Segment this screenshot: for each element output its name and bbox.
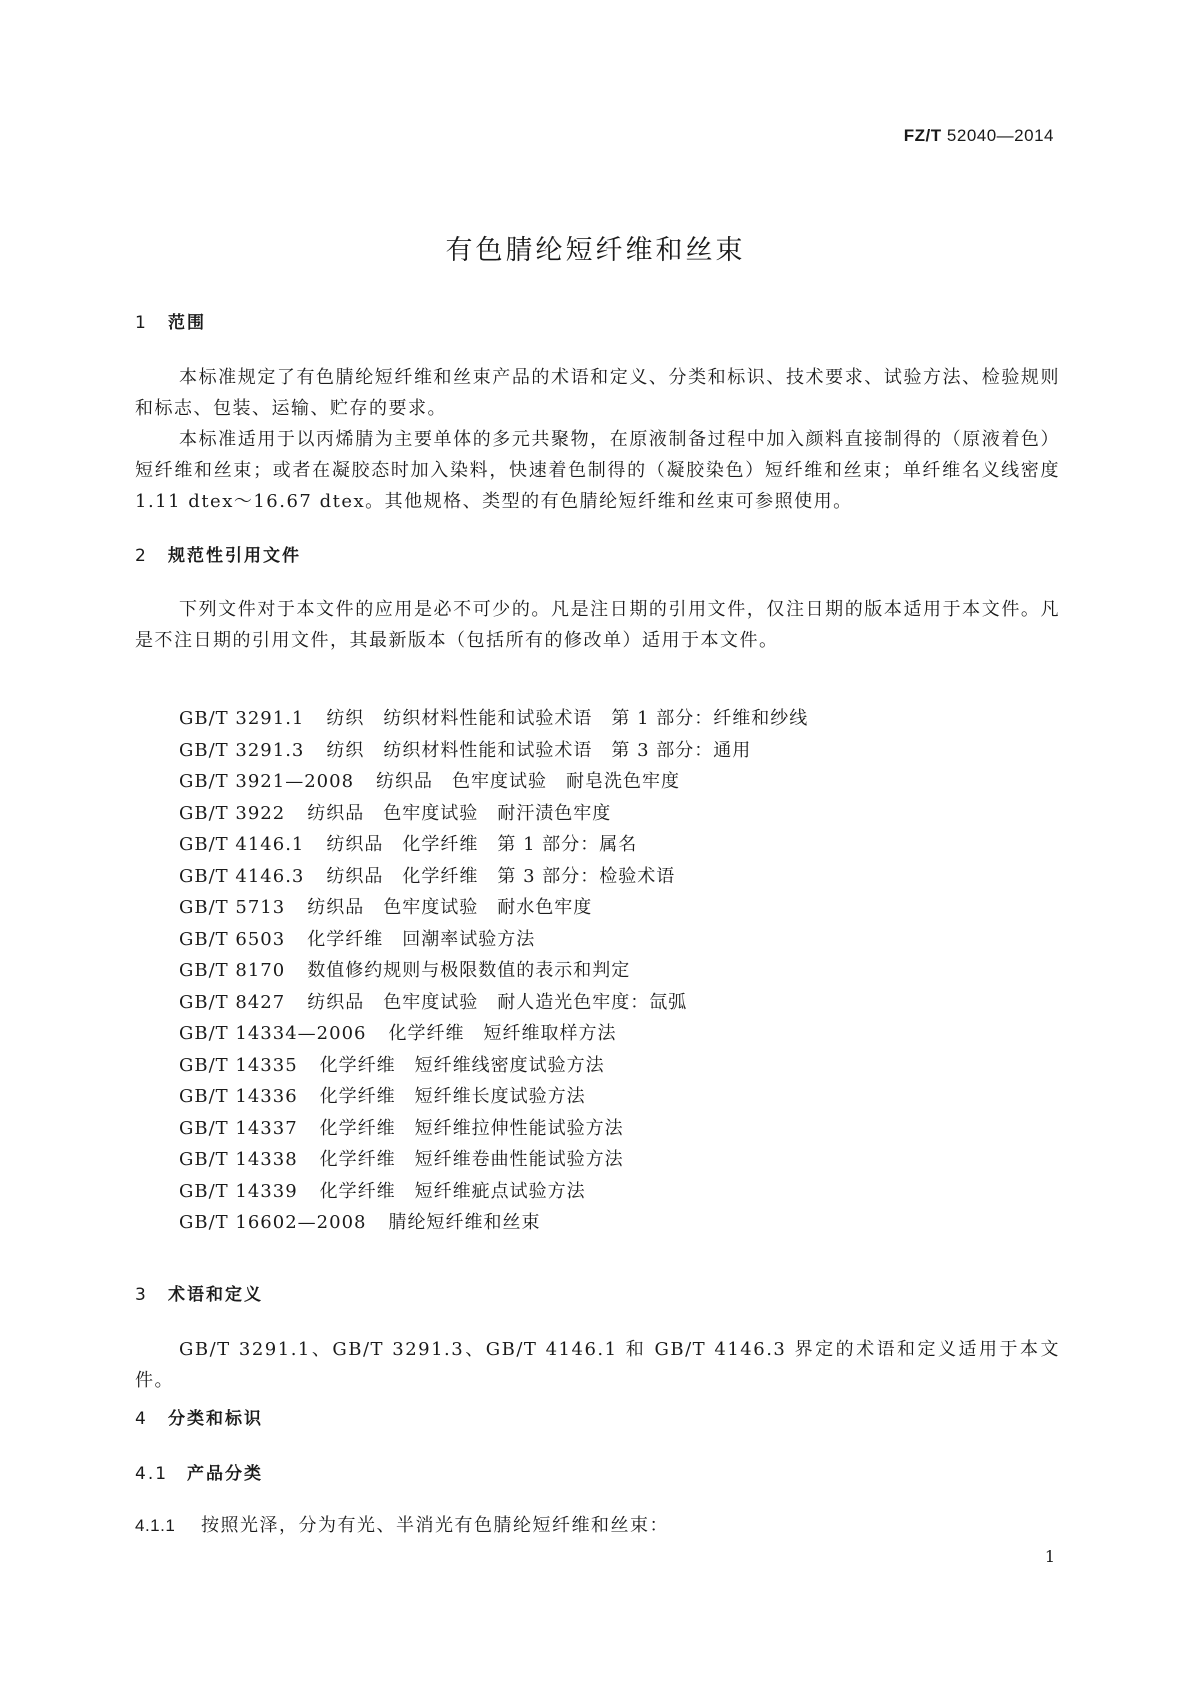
reference-code: GB/T 16602—2008 <box>179 1212 367 1233</box>
reference-item <box>179 924 808 956</box>
reference-code: GB/T 5713 <box>179 897 286 918</box>
section-title: 范围 <box>168 313 206 333</box>
scope-paragraph-1: 本标准规定了有色腈纶短纤维和丝束产品的术语和定义、分类和标识、技术要求、试验方法、检验规则和标志、包装、运输、贮存的要求。 <box>135 367 1060 419</box>
reference-code: GB/T 3291.3 <box>179 739 305 761</box>
reference-item <box>179 1050 808 1082</box>
reference-item <box>179 798 808 830</box>
reference-title: 纺织品 色牢度试验 耐人造光色牢度：氙弧 <box>307 991 688 1013</box>
clause-number: 4.1.1 <box>135 1516 176 1535</box>
reference-code: GB/T 4146.3 <box>179 865 305 887</box>
section-number: 1 <box>135 313 148 333</box>
section-number: 4.1 <box>135 1464 169 1484</box>
page-number: 1 <box>1044 1547 1055 1566</box>
reference-title: 纺织品 化学纤维 第 3 部分：检验术语 <box>326 865 676 887</box>
reference-title: 纺织品 色牢度试验 耐水色牢度 <box>307 897 593 918</box>
reference-code: GB/T 14336 <box>179 1086 298 1107</box>
section-title: 分类和标识 <box>168 1409 263 1429</box>
reference-item <box>179 987 808 1019</box>
reference-code: GB/T 14335 <box>179 1054 298 1076</box>
normative-references-list <box>179 703 808 1239</box>
reference-code: GB/T 14339 <box>179 1180 298 1202</box>
scope-paragraph-2: 本标准适用于以丙烯腈为主要单体的多元共聚物，在原液制备过程中加入颜料直接制得的（原液着色）短纤维和丝束；或者在凝胶态时加入染料，快速着色制得的（凝胶染色）短纤维和丝束；单纤维名义线密度 1.11 dtex～16.67 dtex。其他规格、类型的有色腈纶短纤维和丝束可参照使用。 <box>135 429 1060 512</box>
reference-item <box>179 861 808 893</box>
reference-code: GB/T 3291.1 <box>179 708 305 729</box>
reference-item <box>179 1113 808 1145</box>
reference-title: 化学纤维 短纤维线密度试验方法 <box>319 1054 605 1076</box>
reference-item <box>179 955 808 987</box>
section-4-1-heading <box>135 1459 263 1484</box>
reference-code: GB/T 14334—2006 <box>179 1023 367 1044</box>
reference-item <box>179 829 808 861</box>
reference-title: 化学纤维 回潮率试验方法 <box>307 928 536 950</box>
reference-item <box>179 1081 808 1113</box>
clause-4-1-1 <box>135 1511 669 1537</box>
reference-item <box>179 1144 808 1176</box>
reference-title: 化学纤维 短纤维疵点试验方法 <box>319 1180 586 1202</box>
reference-title: 化学纤维 短纤维取样方法 <box>388 1023 617 1044</box>
reference-title: 化学纤维 短纤维长度试验方法 <box>319 1086 586 1107</box>
section-4-heading <box>135 1404 263 1429</box>
reference-title: 纺织 纺织材料性能和试验术语 第 1 部分：纤维和纱线 <box>326 708 809 729</box>
section-3-heading <box>135 1280 263 1305</box>
reference-code: GB/T 3921—2008 <box>179 771 355 792</box>
reference-code: GB/T 8170 <box>179 960 286 981</box>
reference-title: 腈纶短纤维和丝束 <box>388 1212 541 1233</box>
reference-item <box>179 1207 808 1239</box>
reference-code: GB/T 8427 <box>179 991 286 1013</box>
reference-item <box>179 766 808 798</box>
reference-item <box>179 892 808 924</box>
section-1-heading <box>135 308 206 333</box>
reference-code: GB/T 14338 <box>179 1149 298 1170</box>
reference-title: 数值修约规则与极限数值的表示和判定 <box>307 960 631 981</box>
reference-item <box>179 735 808 767</box>
reference-item <box>179 1018 808 1050</box>
reference-code: GB/T 6503 <box>179 928 286 950</box>
standard-number <box>904 126 1054 146</box>
reference-title: 纺织品 色牢度试验 耐皂洗色牢度 <box>376 771 681 792</box>
reference-title: 化学纤维 短纤维拉伸性能试验方法 <box>319 1117 624 1139</box>
reference-title: 化学纤维 短纤维卷曲性能试验方法 <box>319 1149 624 1170</box>
reference-code: GB/T 4146.1 <box>179 834 305 855</box>
section-title: 规范性引用文件 <box>168 546 301 566</box>
reference-title: 纺织品 化学纤维 第 1 部分：属名 <box>326 834 638 855</box>
reference-code: GB/T 14337 <box>179 1117 298 1139</box>
section-number: 3 <box>135 1285 148 1305</box>
reference-item <box>179 1176 808 1208</box>
section-title: 产品分类 <box>187 1464 263 1484</box>
section-title: 术语和定义 <box>168 1285 263 1305</box>
reference-title: 纺织 纺织材料性能和试验术语 第 3 部分：通用 <box>326 739 752 761</box>
section-2-heading <box>135 541 301 566</box>
section-number: 4 <box>135 1409 148 1429</box>
terms-paragraph: GB/T 3291.1、GB/T 3291.3、GB/T 4146.1 和 GB/T 4146.3 界定的术语和定义适用于本文件。 <box>135 1339 1060 1391</box>
section-number: 2 <box>135 546 148 566</box>
clause-text: 按照光泽，分为有光、半消光有色腈纶短纤维和丝束： <box>201 1515 669 1536</box>
standard-prefix: FZ/T <box>903 126 942 145</box>
references-intro: 下列文件对于本文件的应用是必不可少的。凡是注日期的引用文件，仅注日期的版本适用于本文件。凡是不注日期的引用文件，其最新版本（包括所有的修改单）适用于本文件。 <box>135 599 1060 651</box>
reference-code: GB/T 3922 <box>179 802 286 824</box>
standard-code: 52040—2014 <box>946 126 1054 145</box>
document-title: 有色腈纶短纤维和丝束 <box>445 235 746 266</box>
reference-title: 纺织品 色牢度试验 耐汗渍色牢度 <box>307 802 612 824</box>
reference-item <box>179 703 808 735</box>
